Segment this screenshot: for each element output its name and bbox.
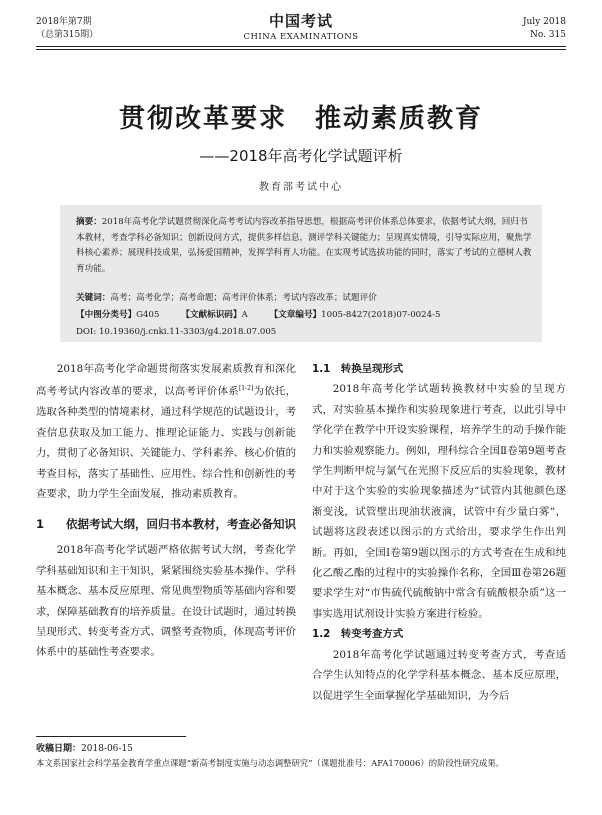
article-author: 教育部考试中心	[259, 182, 343, 193]
received-date	[36, 741, 133, 754]
article-no-label: 【文章编号】	[269, 310, 322, 320]
subsection-1-2-paragraph: 2018年高考化学试题通过转变考查方式，考查适合学生认知特点的化学学科基本概念、基本反应原理，以促进学生全面掌握化学基础知识，为今后	[312, 648, 566, 702]
journal-name-en: CHINA EXAMINATIONS	[243, 32, 359, 42]
doi: DOI: 10.19360/j.cnki.11-3303/g4.2018.07.005	[76, 327, 277, 337]
keywords	[76, 291, 536, 305]
header-rule-thick	[36, 46, 566, 47]
intro-text-a: 2018年高考化学命题贯彻落实发展素质教育和深化高考考试内容改革的要求，以高考评价体系	[36, 363, 296, 398]
section-1-title: 依据考试大纲，回归书本教材，考查必备知识	[66, 517, 296, 532]
journal-name-cn: 中国考试	[268, 12, 333, 30]
clc-label: 【中图分类号】	[76, 310, 137, 320]
abstract	[76, 215, 536, 277]
issue-date-en: July 2018	[522, 17, 566, 27]
left-column	[36, 359, 296, 663]
abstract-label: 摘要：	[76, 217, 102, 227]
article-no-value: 1005-8427(2018)07-0024-5	[321, 310, 441, 320]
right-column	[312, 359, 566, 706]
journal-masthead	[0, 10, 602, 42]
funding-note: 本文系国家社会科学基金教育学重点课题“新高考制度实施与动态调整研究”（课题批准号：AFA170006）的阶段性研究成果。	[36, 758, 505, 768]
intro-paragraph	[36, 359, 296, 504]
doc-code-value: A	[241, 310, 248, 320]
footnote-rule	[36, 736, 186, 737]
section-1-number: 1	[36, 517, 45, 532]
issue-number: 2018年第7期	[36, 17, 92, 27]
doc-code-label: 【文献标识码】	[181, 310, 242, 320]
citation-ref: [1-2]	[238, 385, 254, 393]
received-label: 收稿日期：	[36, 744, 82, 754]
subsection-1-2-heading: 1.2 转变考查方式	[312, 628, 404, 641]
section-1-paragraph: 2018年高考化学试题严格依据考试大纲，考查化学学科基础知识和主干知识，紧紧围绕实验基本操作、学科基本概念、基本反应原理、常见典型物质等基础内容和要求，保障基础教育的培养质量。在设计试题时，通过转换呈现形式、转变考查方式、调整考查物质，体现高考评价体系中的基础性考查要求。	[36, 544, 296, 659]
received-value: 2018-06-15	[81, 744, 133, 754]
article-title: 贯彻改革要求 推动素质教育	[118, 104, 483, 134]
subsection-1-1-heading: 1.1 转换呈现形式	[312, 363, 404, 375]
clc-value: G405	[136, 310, 160, 320]
header-rule-thin	[36, 49, 566, 50]
abstract-text: 2018年高考化学试题贯彻深化高考考试内容改革指导思想，根据高考评价体系总体要求，依据考试大纲，回归书本教材，考查学科必备知识；创新设问方式，提供多样信息，测评学科关键能力；呈现真实情境，引导实际应用，聚焦学科核心素养；展现科技成果，弘扬爱国精神，发挥学科育人功能。在实现考试选拔功能的同时，落实了考试的立德树人教育功能。	[76, 217, 532, 274]
running-header-right	[523, 16, 566, 42]
classification-line	[76, 308, 536, 322]
issue-no-en: No. 315	[529, 30, 566, 40]
section-1-heading	[36, 514, 296, 534]
total-issue-number: （总第315期）	[36, 30, 99, 40]
keywords-label: 关键词：	[76, 293, 111, 303]
subsection-1-1-paragraph: 2018年高考化学试题转换教材中实验的呈现方式，对实验基本操作和实验现象进行考查，以此引导中学化学在教学中开设实验课程，培养学生的动手操作能力和实验观察能力。例如，理科综合全国Ⅱ卷第9题考查学生判断甲烷与氯气在光照下反应后的实验现象，教材中对于这个实验的实验现象描述为“试管内其他颜色逐渐变浅，试管壁出现油状液滴，试管中有少量白雾”，试题将这段表述以图示的方式给出，要求学生作出判断。再如，全国Ⅰ卷第9题以图示的方式考查在生成和纯化乙酸乙酯的过程中的实验操作名称，全国Ⅲ卷第26题要求学生对“市售硫代硫酸钠中常含有硫酸根杂质”这一事实选用试剂设计实验方案进行检验。	[312, 383, 566, 620]
article-subtitle: ——2018年高考化学试题评析	[199, 147, 403, 165]
intro-text-b: 为依托，选取各种类型的情境素材，通过科学规范的试题设计，考查信息获取及加工能力、推理论证能力、实践与创新能力，贯彻了必备知识、关键能力、学科素养、核心价值的考查目标，落实了基础性、应用性、综合性和创新性的考查要求，助力学生全面发展，推动素质教育。	[36, 385, 297, 500]
keywords-text: 高考；高考化学；高考命题；高考评价体系；考试内容改革；试题评价	[110, 293, 377, 303]
